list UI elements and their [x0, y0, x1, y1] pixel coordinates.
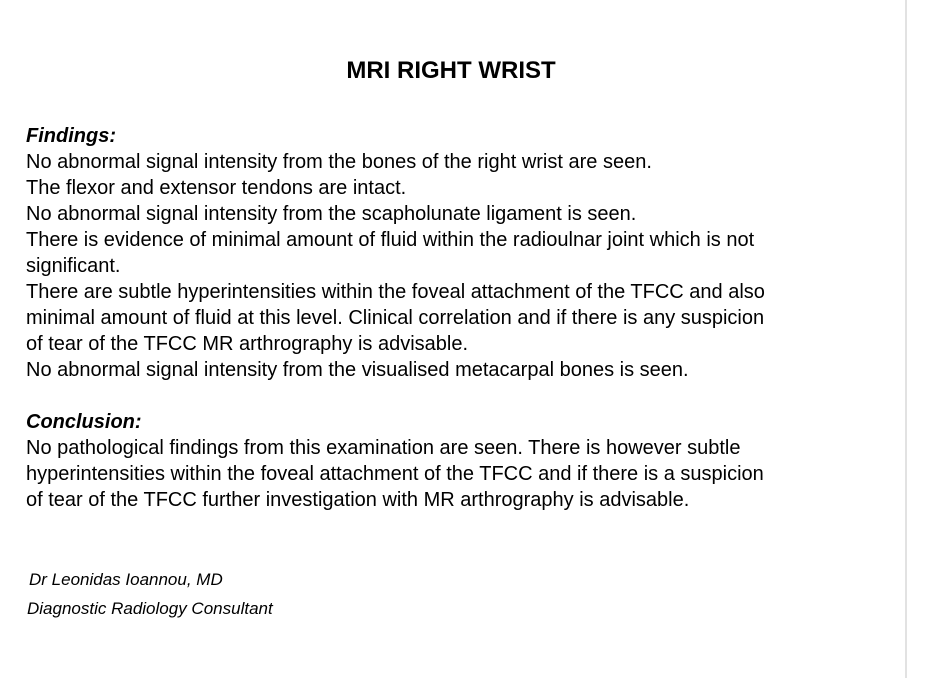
signature-role: Diagnostic Radiology Consultant — [27, 599, 273, 618]
findings-line: There is evidence of minimal amount of fluid within the radioulnar joint which is not — [26, 229, 755, 251]
report-title: MRI RIGHT WRIST — [346, 57, 556, 84]
findings-line: minimal amount of fluid at this level. Clinical correlation and if there is any suspicion — [26, 307, 765, 329]
conclusion-line: hyperintensities within the foveal attachment of the TFCC and if there is a suspicion — [26, 463, 764, 485]
findings-section — [26, 123, 876, 383]
conclusion-section — [26, 409, 876, 513]
conclusion-line: of tear of the TFCC further investigation with MR arthrography is advisable. — [26, 489, 690, 511]
findings-line: There are subtle hyperintensities within the foveal attachment of the TFCC and also — [26, 281, 765, 303]
viewer-background — [907, 0, 944, 678]
conclusion-line: No pathological findings from this examination are seen. There is however subtle — [26, 437, 741, 459]
findings-line: of tear of the TFCC MR arthrography is advisable. — [26, 333, 469, 355]
findings-line: No abnormal signal intensity from the scapholunate ligament is seen. — [26, 203, 637, 225]
findings-heading: Findings: — [26, 125, 116, 147]
findings-line: significant. — [26, 255, 121, 277]
conclusion-heading: Conclusion: — [26, 411, 142, 433]
signature-block — [27, 565, 273, 623]
findings-line: The flexor and extensor tendons are intact. — [26, 177, 407, 199]
findings-line: No abnormal signal intensity from the visualised metacarpal bones is seen. — [26, 359, 689, 381]
signature-name: Dr Leonidas Ioannou, MD — [29, 570, 223, 589]
findings-line: No abnormal signal intensity from the bones of the right wrist are seen. — [26, 151, 652, 173]
